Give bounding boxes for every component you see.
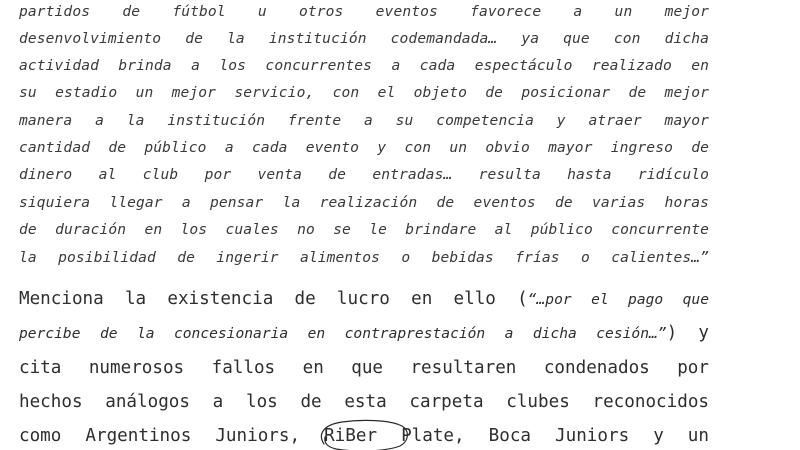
quote-line: cantidad de público a cada evento y con un obvio mayor ingreso de (19, 139, 709, 156)
inline-quote: “…por el pago que (527, 291, 709, 308)
quote-line: su estadio un mejor servicio, con el objeto de posicionar de mejor (19, 84, 709, 101)
body-line (19, 325, 709, 343)
inline-quote: percibe de la concesionaria en contraprestación a dicha cesión…” (19, 325, 667, 342)
quote-line: manera a la institución frente a su competencia y atraer mayor (19, 112, 709, 129)
quote-line: actividad brinda a los concurrentes a cada espectáculo realizado en (19, 57, 709, 74)
handwritten-circle-annotation (318, 417, 412, 450)
body-line: hechos análogos a los de esta carpeta clubes reconocidos (19, 392, 709, 412)
body-line (19, 291, 709, 309)
quote-line: la posibilidad de ingerir alimentos o bebidas frías o calientes…” (19, 249, 709, 266)
quote-line: de duración en los cuales no se le brindare al público concurrente (19, 221, 709, 238)
quote-line: desenvolvimiento de la institución codemandada… ya que con dicha (19, 30, 709, 47)
body-line: cita numerosos fallos en que resultaren condenados por (19, 358, 709, 378)
quote-line: siquiera llegar a pensar la realización de eventos de varias horas (19, 194, 709, 211)
body-line: como Argentinos Juniors, RiBer Plate, Boca Juniors y un (19, 426, 709, 446)
body-text: ) y (666, 323, 709, 343)
quote-line: dinero al club por venta de entradas… resulta hasta ridículo (19, 166, 709, 183)
body-text: Menciona la existencia de lucro en ello ( (19, 289, 528, 309)
quote-line: partidos de fútbol u otros eventos favorece a un mejor (19, 3, 709, 20)
